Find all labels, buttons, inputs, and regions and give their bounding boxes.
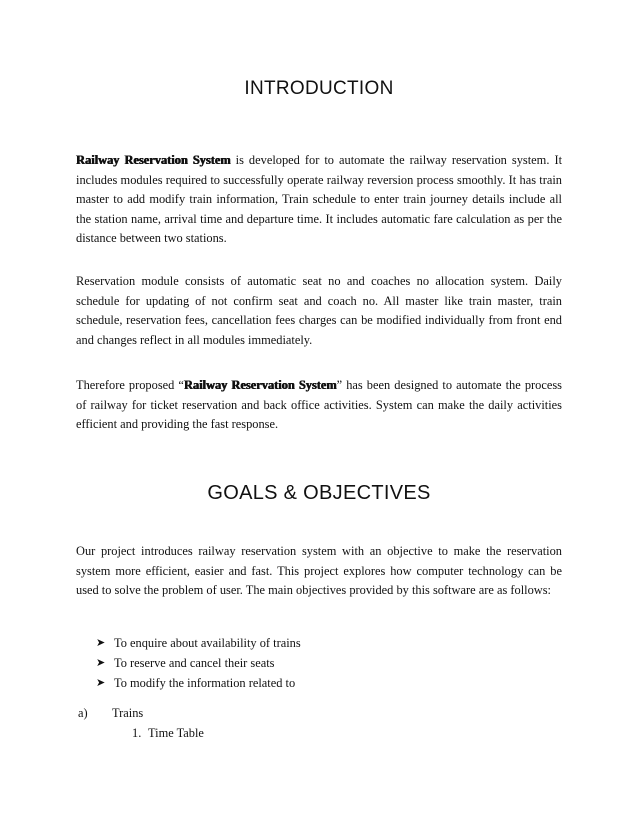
goals-heading: GOALS & OBJECTIVES [207, 482, 431, 504]
intro-paragraph-1 [76, 151, 562, 249]
list-item-label: Trains [112, 706, 144, 720]
goals-paragraph: Our project introduces railway reservation system with an objective to make the reservation system more efficient, easier and fast. This project explores how computer technology can be used to solve the problem of user. The main objectives provided by this software are as follows: [76, 544, 562, 597]
list-item-label: To modify the information related to [114, 676, 296, 690]
list-item-label: Time Table [148, 726, 204, 740]
system-name-emphasis: Railway Reservation System [76, 153, 231, 167]
arrow-bullet-icon: ➤ [96, 677, 106, 689]
introduction-heading: INTRODUCTION [244, 78, 394, 99]
intro-paragraph-1-text: is developed for to automate the railway reservation system. It includes modules required to successfully operate railway reversion process smoothly. It has train master to add modify train information, Train schedule to enter train journey details include all the station name, arrival time and departure time. It includes automatic fare calculation as per the distance between two stations. [76, 153, 563, 245]
intro-paragraph-3 [76, 376, 562, 435]
list-marker: a) [78, 706, 88, 720]
intro-paragraph-3-text: ” has been designed to automate the process of railway for ticket reservation and back office activities. System can make the daily activities efficient and providing the fast response. [76, 378, 562, 431]
list-item-label: To enquire about availability of trains [114, 636, 301, 650]
list-item [96, 673, 301, 693]
intro-paragraph-3-lead: Therefore proposed “ [76, 378, 184, 392]
arrow-bullet-icon: ➤ [96, 657, 106, 669]
objectives-list [96, 633, 301, 693]
sublist-item-time-table [132, 723, 204, 743]
intro-paragraph-2: Reservation module consists of automatic seat no and coaches no allocation system. Daily schedule for updating of not confirm seat and coach no. All master like train master, train schedule, reservation fees, cancellation fees charges can be modified individually from front end and changes reflect in all modules immediately. [76, 274, 562, 347]
list-item-label: To reserve and cancel their seats [114, 656, 275, 670]
arrow-bullet-icon: ➤ [96, 637, 106, 649]
list-item [96, 653, 301, 673]
list-item [96, 633, 301, 653]
list-marker: 1. [132, 726, 142, 740]
system-name-emphasis: Railway Reservation System [183, 378, 337, 392]
sublist-item-trains [78, 703, 143, 723]
